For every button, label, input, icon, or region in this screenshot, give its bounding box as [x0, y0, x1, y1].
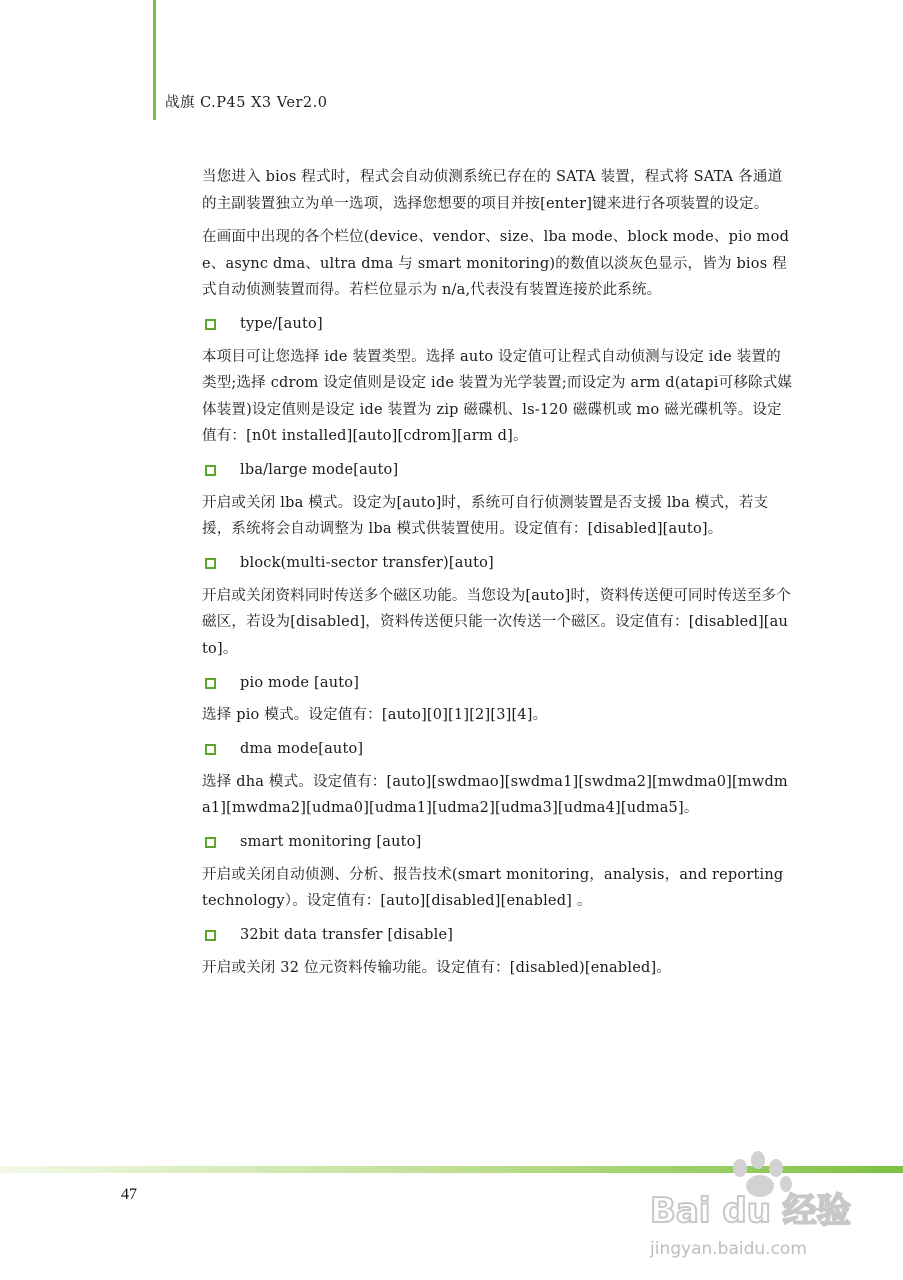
option-label: type/[auto]	[240, 316, 323, 333]
option-label: 32bit data transfer [disable]	[240, 927, 454, 944]
checkbox-bullet-icon	[205, 678, 216, 689]
intro-paragraph-1: 当您进入 bios 程式时，程式会自动侦测系统已存在的 SATA 装置，程式将 SATA 各通道的主副装置独立为单一选项，选择您想要的项目并按[enter]键来进行各项装置的设定。	[202, 169, 783, 212]
option-heading-dma-mode	[202, 736, 794, 764]
watermark-logo-text: Bai du 经验	[650, 1191, 851, 1231]
page-number: 47	[121, 1186, 137, 1203]
option-heading-lba-mode	[202, 457, 794, 485]
option-label: smart monitoring [auto]	[240, 834, 422, 851]
checkbox-bullet-icon	[205, 744, 216, 755]
header-accent-line	[153, 0, 156, 120]
checkbox-bullet-icon	[205, 930, 216, 941]
running-header: 战旗 C.P45 X3 Ver2.0	[165, 95, 328, 111]
option-heading-32bit-transfer	[202, 922, 794, 950]
option-description: 开启或关闭 32 位元资料传输功能。设定值有：[disabled)[enabled]。	[202, 959, 672, 976]
page-body	[202, 164, 794, 988]
checkbox-bullet-icon	[205, 837, 216, 848]
intro-paragraph-2: 在画面中出现的各个栏位(device、vendor、size、lba mode、block mode、pio mode、async dma、ultra dma 与 smart monitoring)的数值以淡灰色显示，皆为 bios 程式自动侦测装置而得。若栏位显示为 n/a,代表没有装置连接於此系统。	[202, 229, 790, 298]
option-description: 本项目可让您选择 ide 装置类型。选择 auto 设定值可让程式自动侦测与设定 ide 装置的类型;选择 cdrom 设定值则是设定 ide 装置为光学装置;而设定为 arm d(atapi可移除式媒体装置)设定值则是设定 ide 装置为 zip 磁碟机、ls-120 磁碟机或 mo 磁光碟机等。设定值有：[n0t installed][auto][cdrom][arm d]。	[202, 348, 793, 444]
checkbox-bullet-icon	[205, 465, 216, 476]
option-heading-type	[202, 311, 794, 339]
option-label: lba/large mode[auto]	[240, 462, 399, 479]
option-description: 选择 pio 模式。设定值有：[auto][0][1][2][3][4]。	[202, 707, 548, 723]
checkbox-bullet-icon	[205, 319, 216, 330]
baidu-jingyan-watermark	[640, 1142, 880, 1272]
watermark-url: jingyan.baidu.com	[650, 1239, 807, 1259]
option-label: dma mode[auto]	[240, 741, 364, 758]
option-label: block(multi-sector transfer)[auto]	[240, 555, 494, 572]
option-description: 选择 dha 模式。设定值有：[auto][swdmao][swdma1][swdma2][mwdma0][mwdma1][mwdma2][udma0][udma1][udma2][udma3][udma4][udma5]。	[202, 773, 788, 816]
option-heading-pio-mode	[202, 669, 794, 697]
option-heading-smart-monitoring	[202, 829, 794, 857]
option-heading-block	[202, 550, 794, 578]
option-description: 开启或关闭 lba 模式。设定为[auto]时，系统可自行侦测装置是否支援 lba 模式，若支援，系统将会自动调整为 lba 模式供装置使用。设定值有：[disabled][auto]。	[202, 494, 769, 537]
option-description: 开启或关闭资料同时传送多个磁区功能。当您设为[auto]时，资料传送便可同时传送至多个磁区，若设为[disabled]，资料传送便只能一次传送一个磁区。设定值有：[disabled][auto]。	[202, 587, 791, 657]
checkbox-bullet-icon	[205, 558, 216, 569]
option-description: 开启或关闭自动侦测、分析、报告技术(smart monitoring，analysis，and reporting technology）。设定值有：[auto][disabled][enabled] 。	[202, 866, 784, 909]
option-label: pio mode [auto]	[240, 674, 360, 691]
